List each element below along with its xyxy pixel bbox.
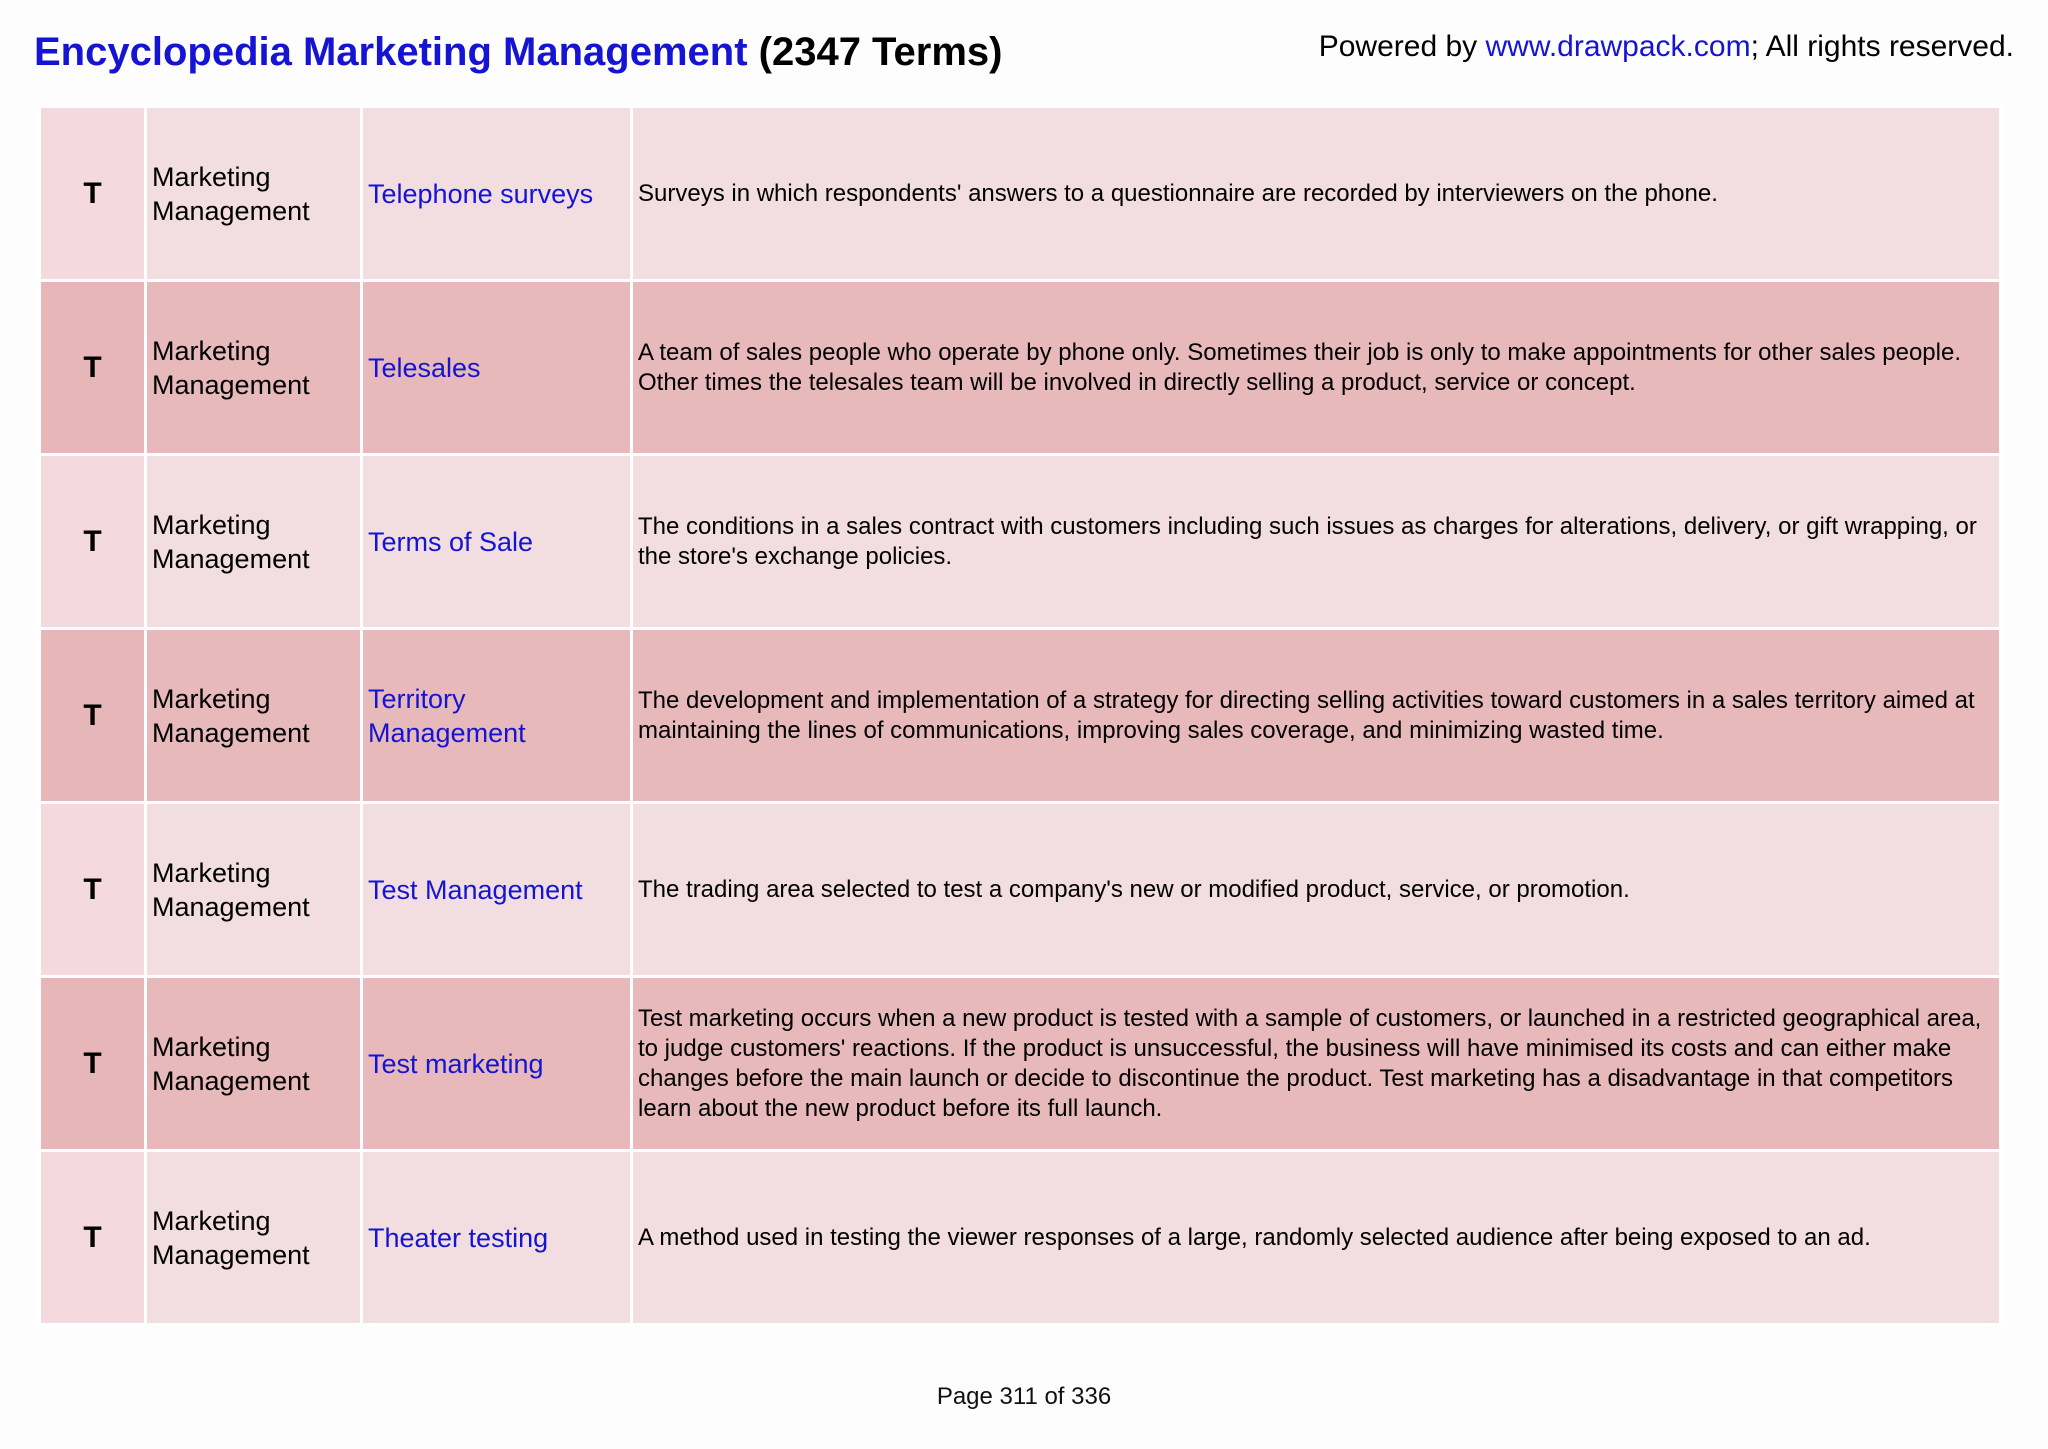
index-letter: T xyxy=(40,803,146,977)
category-cell xyxy=(146,107,362,281)
category-line2: Management xyxy=(152,369,310,400)
definition-text: Test marketing occurs when a new product is tested with a sample of customers, or launched in a restricted geographical area, to judge customers' reactions. If the product is unsuccessful, the business will have minimised its costs and can either make changes before the main launch or decide to discontinue the product. Test marketing has a disadvantage in that competitors learn about the new product before its full launch. xyxy=(632,977,2001,1151)
table-row xyxy=(40,629,2001,803)
category-cell xyxy=(146,803,362,977)
term-link[interactable]: Telephone surveys xyxy=(362,107,632,281)
category-line1: Marketing xyxy=(152,161,271,192)
category-cell xyxy=(146,977,362,1151)
category-line2: Management xyxy=(152,717,310,748)
category-line2: Management xyxy=(152,1065,310,1096)
category-cell xyxy=(146,455,362,629)
powered-prefix: Powered by xyxy=(1318,30,1486,63)
drawpack-link[interactable]: www.drawpack.com xyxy=(1485,30,1751,63)
table-row xyxy=(40,977,2001,1151)
term-link[interactable]: Telesales xyxy=(362,281,632,455)
category-line2: Management xyxy=(152,543,310,574)
category-cell xyxy=(146,281,362,455)
table-row xyxy=(40,803,2001,977)
definition-text: Surveys in which respondents' answers to a questionnaire are recorded by interviewers on the phone. xyxy=(632,107,2001,281)
index-letter: T xyxy=(40,1151,146,1325)
category-line1: Marketing xyxy=(152,683,271,714)
index-letter: T xyxy=(40,455,146,629)
term-link[interactable]: Test Management xyxy=(362,803,632,977)
page-number: Page 311 of 336 xyxy=(936,1383,1112,1410)
page-title xyxy=(34,30,1002,75)
index-letter: T xyxy=(40,107,146,281)
term-link[interactable]: Test marketing xyxy=(362,977,632,1151)
table-row xyxy=(40,281,2001,455)
encyclopedia-title: Encyclopedia Marketing Management xyxy=(34,30,748,74)
category-line1: Marketing xyxy=(152,1205,271,1236)
definition-text: The conditions in a sales contract with customers including such issues as charges for alterations, delivery, or gift wrapping, or the store's exchange policies. xyxy=(632,455,2001,629)
category-line1: Marketing xyxy=(152,1031,271,1062)
index-letter: T xyxy=(40,629,146,803)
category-line1: Marketing xyxy=(152,335,271,366)
definition-text: The trading area selected to test a company's new or modified product, service, or promotion. xyxy=(632,803,2001,977)
term-link[interactable]: Theater testing xyxy=(362,1151,632,1325)
category-line1: Marketing xyxy=(152,857,271,888)
term-link[interactable]: Territory Management xyxy=(362,629,632,803)
term-link[interactable]: Terms of Sale xyxy=(362,455,632,629)
definition-text: A team of sales people who operate by phone only. Sometimes their job is only to make appointments for other sales people. Other times the telesales team will be involved in directly selling a product, service or concept. xyxy=(632,281,2001,455)
category-line1: Marketing xyxy=(152,509,271,540)
table-row xyxy=(40,455,2001,629)
rights-reserved: ; All rights reserved. xyxy=(1750,30,2014,63)
category-line2: Management xyxy=(152,195,310,226)
definition-text: The development and implementation of a strategy for directing selling activities toward customers in a sales territory aimed at maintaining the lines of communications, improving sales coverage, and minimizing wasted time. xyxy=(632,629,2001,803)
glossary-table xyxy=(38,105,2002,1326)
table-row xyxy=(40,1151,2001,1325)
copyright-notice xyxy=(1319,30,2014,64)
category-cell xyxy=(146,1151,362,1325)
category-cell xyxy=(146,629,362,803)
table-row xyxy=(40,107,2001,281)
index-letter: T xyxy=(40,281,146,455)
index-letter: T xyxy=(40,977,146,1151)
term-count: (2347 Terms) xyxy=(758,30,1003,74)
category-line2: Management xyxy=(152,891,310,922)
category-line2: Management xyxy=(152,1239,310,1270)
definition-text: A method used in testing the viewer responses of a large, randomly selected audience after being exposed to an ad. xyxy=(632,1151,2001,1325)
